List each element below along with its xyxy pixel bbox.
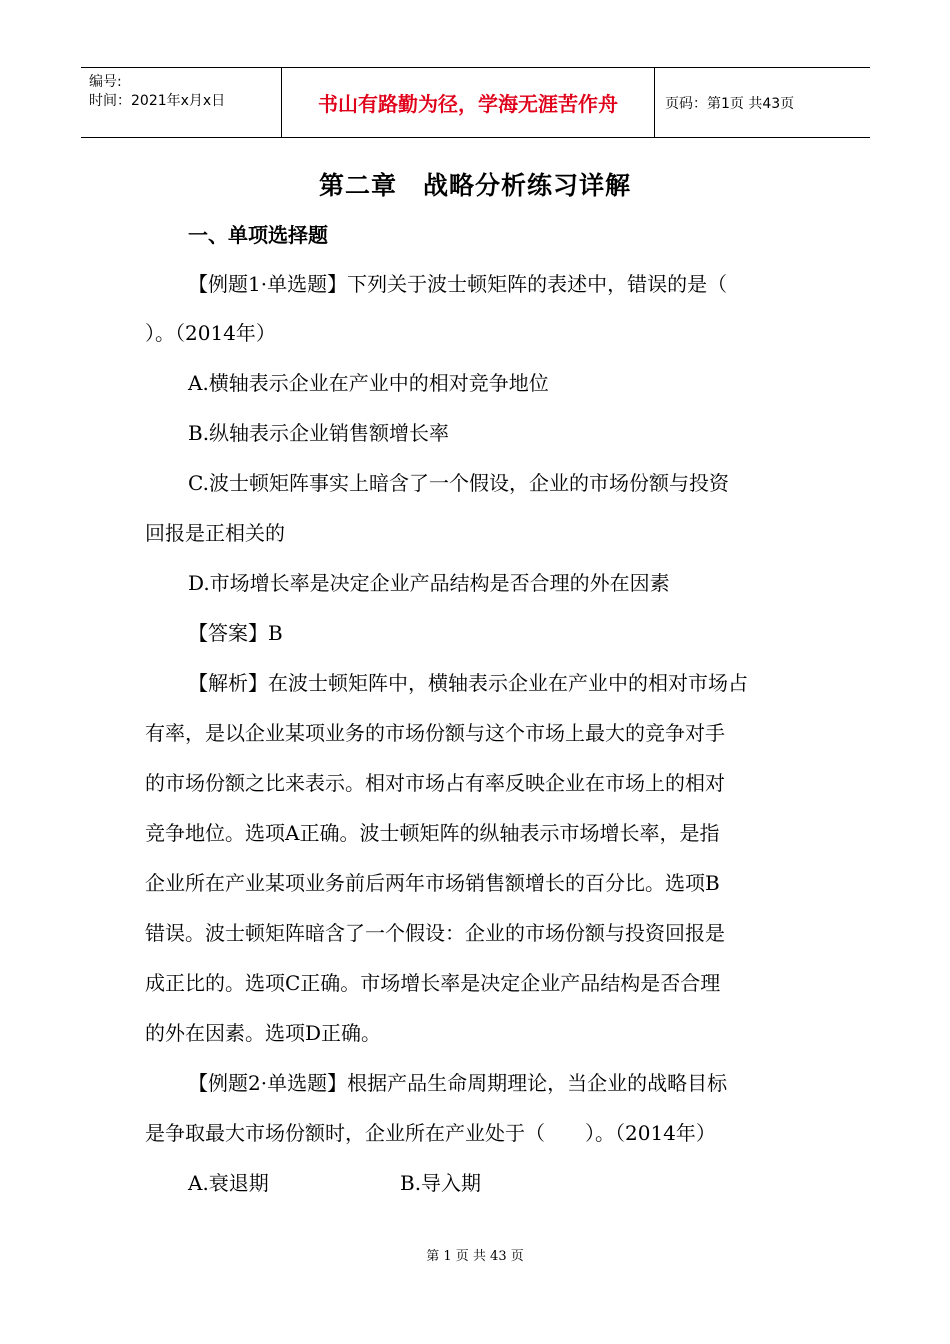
header-meta — [81, 68, 282, 137]
question-1-option-a: A.横轴表示企业在产业中的相对竞争地位 — [188, 371, 549, 395]
question-1-explanation-line: 有率，是以企业某项业务的市场份额与这个市场上最大的竞争对手 — [145, 721, 725, 745]
question-1-explanation-line: 的外在因素。选项D正确。 — [145, 1021, 382, 1045]
question-1-explanation-line: 竞争地位。选项A正确。波士顿矩阵的纵轴表示市场增长率，是指 — [145, 821, 720, 845]
question-1-explanation-line: 【解析】在波士顿矩阵中，横轴表示企业在产业中的相对市场占 — [188, 671, 748, 695]
question-1-option-c-line-2: 回报是正相关的 — [145, 521, 285, 545]
document-number-label: 编号: — [89, 74, 122, 90]
question-1-option-d: D.市场增长率是决定企业产品结构是否合理的外在因素 — [188, 571, 670, 595]
chapter-title: 第二章 战略分析练习详解 — [318, 171, 631, 200]
question-2-option-b: B.导入期 — [400, 1171, 482, 1195]
question-1-explanation-line: 企业所在产业某项业务前后两年市场销售额增长的百分比。选项B — [145, 871, 720, 895]
question-2-stem-line-2: 是争取最大市场份额时，企业所在产业处于（ ）。（2014年） — [145, 1121, 716, 1145]
page-footer: 第 1 页 共 43 页 — [426, 1249, 524, 1264]
question-1-option-c-line-1: C.波士顿矩阵事实上暗含了一个假设，企业的市场份额与投资 — [188, 471, 729, 495]
question-1-explanation-line: 错误。波士顿矩阵暗含了一个假设：企业的市场份额与投资回报是 — [145, 921, 725, 945]
question-1-option-b: B.纵轴表示企业销售额增长率 — [188, 421, 450, 445]
page-header — [81, 67, 870, 138]
question-1-explanation-line: 成正比的。选项C正确。市场增长率是决定企业产品结构是否合理 — [145, 971, 721, 995]
section-heading: 一、单项选择题 — [188, 223, 328, 247]
question-2-stem-line-1: 【例题2·单选题】根据产品生命周期理论，当企业的战略目标 — [188, 1071, 728, 1095]
question-1-explanation-line: 的市场份额之比来表示。相对市场占有率反映企业在市场上的相对 — [145, 771, 725, 795]
question-1-stem-line-1: 【例题1·单选题】下列关于波士顿矩阵的表述中，错误的是（ — [188, 272, 728, 296]
question-1-stem-line-2: ）。（2014年） — [145, 321, 276, 345]
question-1-answer: 【答案】B — [188, 621, 283, 645]
document-time-label: 时间：2021年x月x日 — [89, 93, 226, 109]
question-2-option-a: A.衰退期 — [188, 1171, 269, 1195]
header-page-info: 页码：第1页 共43页 — [665, 95, 795, 112]
header-motto: 书山有路勤为径，学海无涯苦作舟 — [282, 68, 655, 137]
